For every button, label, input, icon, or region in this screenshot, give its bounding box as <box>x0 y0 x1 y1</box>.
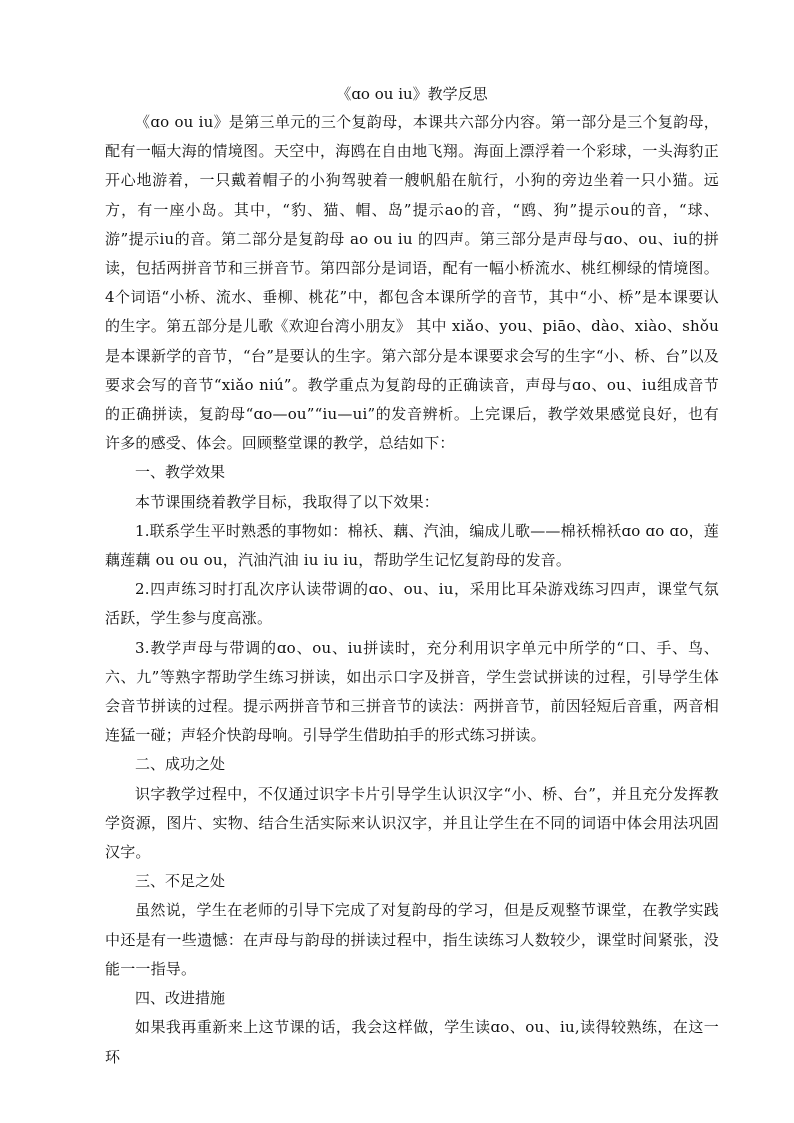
intro-paragraph: 《ɑo ou iu》是第三单元的三个复韵母，本课共六部分内容。第一部分是三个复韵母，配有一幅大海的情境图。天空中，海鸥在自由地飞翔。海面上漂浮着一个彩球，一头海豹正开心地游着，一只戴着帽子的小狗驾驶着一艘帆船在航行，小狗的旁边坐着一只小猫。远方，有一座小岛。其中，“豹、猫、帽、岛”提示ao的音，“鸥、狗”提示ou的音，“球、游”提示iu的音。第二部分是复韵母 ao ou iu 的四声。第三部分是声母与ɑo、ou、iu的拼读，包括两拼音节和三拼音节。第四部分是词语，配有一幅小桥流水、桃红柳绿的情境图。4个词语“小桥、流水、垂柳、桃花”中，都包含本课所学的音节，其中“小、桥”是本课要认的生字。第五部分是儿歌《欢迎台湾小朋友》 其中 xiǎo、you、piāo、dào、xiào、shǒu是本课新学的音节，“台”是要认的生字。第六部分是本课要求会写的生字“小、桥、台”以及要求会写的音节“xiǎo niú”。教学重点为复韵母的正确读音，声母与ɑo、ou、iu组成音节的正确拼读，复韵母“ɑo—ou”“iu—ui”的发音辨析。上完课后，教学效果感觉良好，也有许多的感受、体会。回顾整堂课的教学，总结如下： <box>105 113 719 453</box>
effect-item-2: 2.四声练习时打乱次序认读带调的ɑo、ou、iu，采用比耳朵游戏练习四声，课堂气氛活跃，学生参与度高涨。 <box>105 580 719 628</box>
effect-item-1: 1.联系学生平时熟悉的事物如：棉袄、藕、汽油，编成儿歌——棉袄棉袄ɑo ɑo ɑo，莲藕莲藕 ou ou ou，汽油汽油 iu iu iu，帮助学生记忆复韵母的发音。 <box>105 521 719 570</box>
section-lead-paragraph: 本节课围绕着教学目标，我取得了以下效果： <box>135 492 440 511</box>
section-heading-success: 二、成功之处 <box>135 755 226 774</box>
section-heading-improvements: 四、改进措施 <box>135 989 226 1008</box>
document-page <box>105 80 719 1072</box>
section-heading-teaching-effect: 一、教学效果 <box>135 463 226 482</box>
shortcomings-paragraph: 虽然说，学生在老师的引导下完成了对复韵母的学习，但是反观整节课堂，在教学实践中还是有一些遗憾：在声母与韵母的拼读过程中，指生读练习人数较少，课堂时间紧张，没能一一指导。 <box>105 901 719 978</box>
document-title: 《ɑo ou iu》教学反思 <box>336 85 488 103</box>
improvements-paragraph: 如果我再重新来上这节课的话，我会这样做，学生读ɑo、ou、iu,读得较熟练，在这一环 <box>105 1018 719 1066</box>
effect-item-3: 3.教学声母与带调的ɑo、ou、iu拼读时，充分利用识字单元中所学的“口、手、鸟、六、九”等熟字帮助学生练习拼读，如出示口字及拼音，学生尝试拼读的过程，引导学生体会音节拼读的过程。提示两拼音节和三拼音节的读法：两拼音节，前因轻短后音重，两音相连猛一碰；声轻介快韵母响。引导学生借助拍手的形式练习拼读。 <box>105 638 719 745</box>
section-heading-shortcomings: 三、不足之处 <box>135 872 226 891</box>
success-paragraph: 识字教学过程中，不仅通过识字卡片引导学生认识汉字“小、桥、台”，并且充分发挥教学资源，图片、实物、结合生活实际来认识汉字，并且让学生在不同的词语中体会用法巩固汉字。 <box>105 784 719 862</box>
